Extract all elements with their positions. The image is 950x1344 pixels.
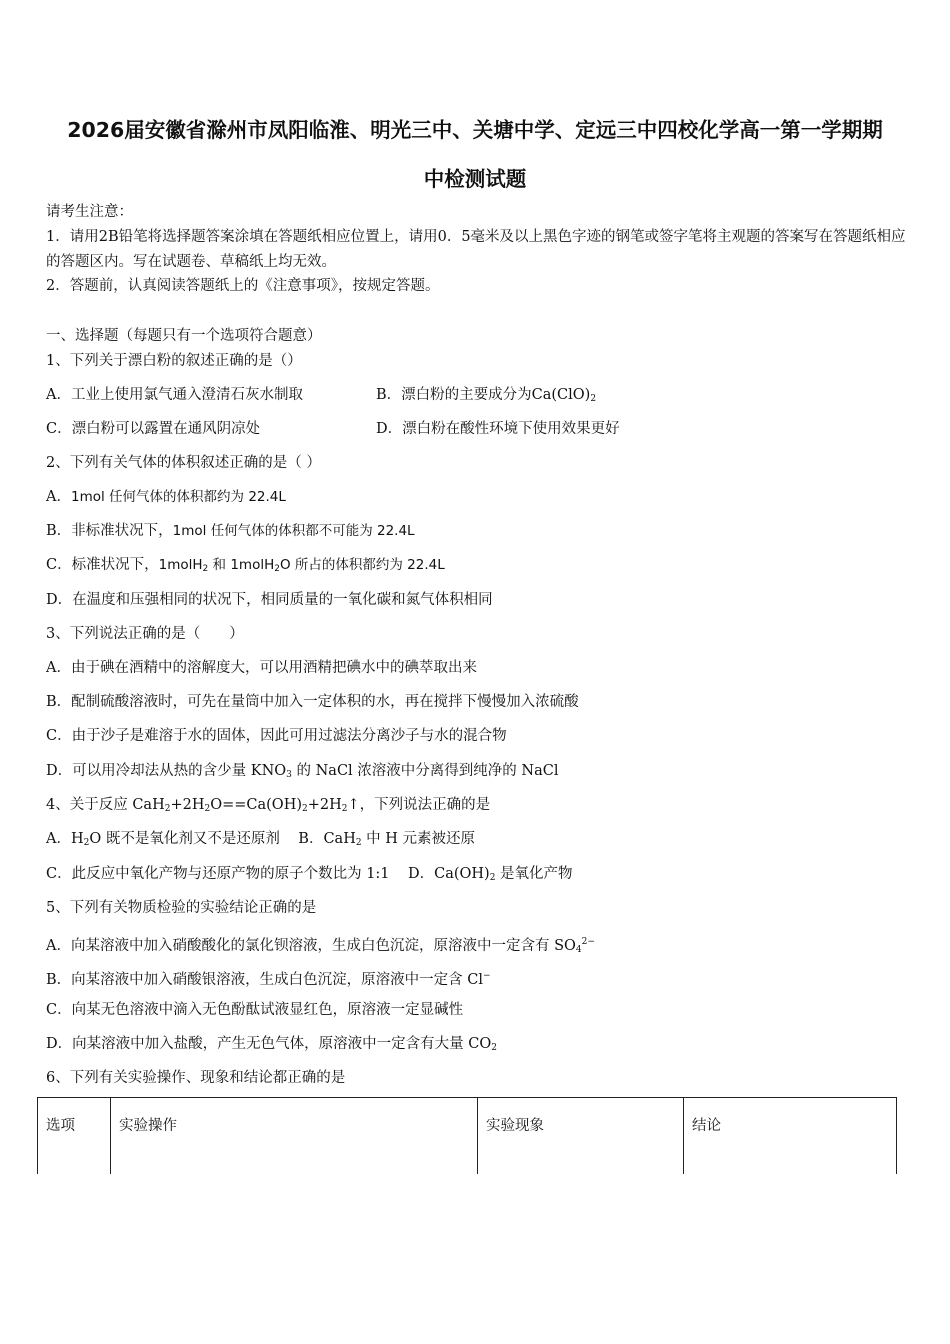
question-4-option-a: A．$H_2O$ 既不是氧化剂又不是还原剂 — [46, 831, 280, 848]
question-5-option-b: B．向某溶液中加入硝酸银溶液，生成白色沉淀，原溶液中一定含 Cl− — [46, 971, 491, 988]
table-header-row — [38, 1098, 897, 1175]
question-1-option-a: A．工业上使用氯气通入澄清石灰水制取 — [46, 387, 303, 403]
question-1-options-cd — [46, 419, 926, 439]
question-2-stem: 2、下列有关气体的体积叙述正确的是（ ） — [46, 455, 321, 471]
exam-title-line2: 中检测试题 — [423, 167, 527, 191]
question-3-option-a: A．由于碘在酒精中的溶解度大，可以用酒精把碘水中的碘萃取出来 — [46, 660, 477, 676]
section-heading: 一、选择题（每题只有一个选项符合题意） — [46, 328, 322, 344]
question-1-stem: 1、下列关于漂白粉的叙述正确的是（） — [46, 353, 302, 369]
table-header-cell: 实验操作 — [111, 1098, 478, 1175]
experiment-table — [37, 1097, 897, 1174]
notice-item-1: 1．请用2B铅笔将选择题答案涂填在答题纸相应位置上，请用0．5毫米及以上黑色字迹的钢笔或签字笔将主观题的答案写在答题纸相应的答题区内。写在试题卷、草稿纸上均无效。 — [46, 229, 906, 270]
question-4-options-ab — [46, 829, 475, 853]
question-1-option-b: B．漂白粉的主要成分为$Ca(ClO)_2$ — [376, 387, 597, 404]
notice-heading: 请考生注意： — [46, 204, 133, 220]
question-6-stem: 6、下列有关实验操作、现象和结论都正确的是 — [46, 1070, 346, 1086]
question-4-option-b: B．CaH$_2$ 中 H 元素被还原 — [298, 831, 476, 848]
question-2-option-a: A．1mol 任何气体的体积都约为 22.4L — [46, 489, 286, 505]
question-4-option-c: C．此反应中氧化产物与还原产物的原子个数比为 1:1 — [46, 866, 390, 882]
question-2-option-c: C．标准状况下，1molH$_2$ 和 1molH$_2$O 所占的体积都约为 22.4L — [46, 557, 445, 574]
table-header-cell: 结论 — [684, 1098, 897, 1175]
question-3-option-d: D．可以用冷却法从热的含少量 $KNO_3$ 的 NaCl 浓溶液中分离得到纯净的 NaCl — [46, 763, 559, 780]
question-5-stem: 5、下列有关物质检验的实验结论正确的是 — [46, 900, 317, 916]
question-1-option-d: D．漂白粉在酸性环境下使用效果更好 — [376, 421, 620, 437]
exam-title-line1: 2026届安徽省滁州市凤阳临淮、明光三中、关塘中学、定远三中四校化学高一第一学期期 — [67, 118, 883, 142]
notice-item-2: 2．答题前，认真阅读答题纸上的《注意事项》，按规定答题。 — [46, 278, 440, 294]
question-4-stem: 4、关于反应 $CaH_2+2H_2O==Ca(OH)_2+2H_2↑$，下列说法正确的是 — [46, 797, 491, 814]
question-4-option-d: D．$Ca(OH)_2$ 是氧化产物 — [407, 866, 573, 883]
question-5-option-a: A．向某溶液中加入硝酸酸化的氯化钡溶液，生成白色沉淀，原溶液中一定含有 $SO_4^{2-}$ — [46, 937, 595, 955]
question-5-option-d: D．向某溶液中加入盐酸，产生无色气体，原溶液中一定含有大量 $CO_2$ — [46, 1036, 497, 1053]
table-header-cell: 实验现象 — [478, 1098, 684, 1175]
question-3-stem: 3、下列说法正确的是（ ） — [46, 626, 244, 642]
question-1-options-ab — [46, 385, 926, 405]
table-header-cell: 选项 — [38, 1098, 111, 1175]
question-4-options-cd — [46, 864, 573, 888]
question-2-option-d: D．在温度和压强相同的状况下，相同质量的一氧化碳和氮气体积相同 — [46, 592, 493, 608]
question-3-option-c: C．由于沙子是难溶于水的固体，因此可用过滤法分离沙子与水的混合物 — [46, 728, 507, 744]
question-3-option-b: B．配制硫酸溶液时，可先在量筒中加入一定体积的水，再在搅拌下慢慢加入浓硫酸 — [46, 694, 579, 710]
question-2-option-b: B．非标准状况下，1mol 任何气体的体积都不可能为 22.4L — [46, 523, 415, 539]
question-1-option-c: C．漂白粉可以露置在通风阴凉处 — [46, 421, 261, 437]
question-5-option-c: C．向某无色溶液中滴入无色酚酞试液显红色，原溶液一定显碱性 — [46, 1002, 464, 1018]
